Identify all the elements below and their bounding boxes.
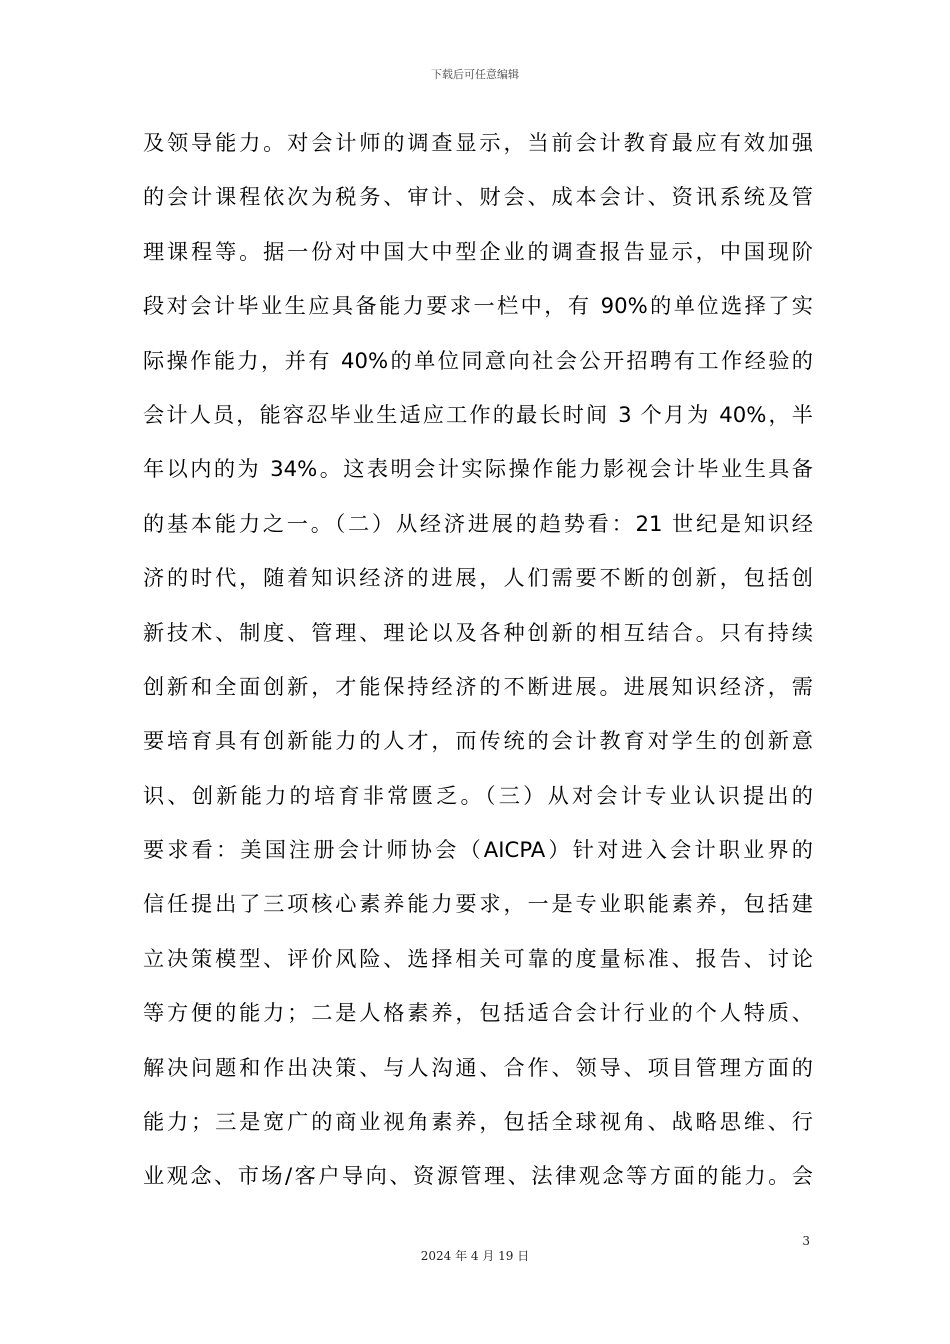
body-text: [143, 121, 813, 1209]
text-line: 新技术、制度、管理、理论以及各种创新的相互结合。只有持续: [143, 619, 813, 645]
page-number: 3: [802, 1234, 810, 1248]
text-line: 业观念、市场/客户导向、资源管理、法律观念等方面的能力。会: [143, 1163, 813, 1189]
text-line: 立决策模型、评价风险、选择相关可靠的度量标准、报告、讨论: [143, 945, 813, 971]
text-line: 及领导能力。对会计师的调查显示，当前会计教育最应有效加强: [143, 130, 813, 155]
text-line: 要培育具有创新能力的人才，而传统的会计教育对学生的创新意: [143, 728, 813, 754]
text-line: 等方便的能力；二是人格素养，包括适合会计行业的个人特质、: [143, 1000, 813, 1026]
text-line: 理课程等。据一份对中国大中型企业的调查报告显示，中国现阶: [143, 238, 813, 264]
text-line: 会计人员，能容忍毕业生适应工作的最长时间 3 个月为 40%，半: [143, 401, 813, 427]
text-line: 际操作能力，并有 40%的单位同意向社会公开招聘有工作经验的: [143, 347, 813, 373]
text-line: 创新和全面创新，才能保持经济的不断进展。进展知识经济，需: [143, 673, 813, 699]
text-line: 解决问题和作出决策、与人沟通、合作、领导、项目管理方面的: [143, 1054, 813, 1080]
page-header: 下载后可任意编辑: [431, 68, 519, 81]
text-line: 的会计课程依次为税务、审计、财会、成本会计、资讯系统及管: [143, 184, 813, 210]
text-line: 的基本能力之一。（二）从经济进展的趋势看：21 世纪是知识经: [143, 510, 813, 536]
text-line: 能力；三是宽广的商业视角素养，包括全球视角、战略思维、行: [143, 1109, 813, 1135]
text-line: 识、创新能力的培育非常匮乏。（三）从对会计专业认识提出的: [143, 782, 813, 808]
page-date: 2024 年 4 月 19 日: [420, 1249, 530, 1263]
text-line: 要求看：美国注册会计师协会（AICPA）针对进入会计职业界的: [143, 837, 813, 863]
text-line: 年以内的为 34%。这表明会计实际操作能力影视会计毕业生具备: [143, 456, 813, 482]
text-line: 信任提出了三项核心素养能力要求，一是专业职能素养，包括建: [143, 891, 813, 917]
text-line: 济的时代，随着知识经济的进展，人们需要不断的创新，包括创: [143, 565, 813, 591]
text-line: 段对会计毕业生应具备能力要求一栏中，有 90%的单位选择了实: [143, 293, 813, 319]
